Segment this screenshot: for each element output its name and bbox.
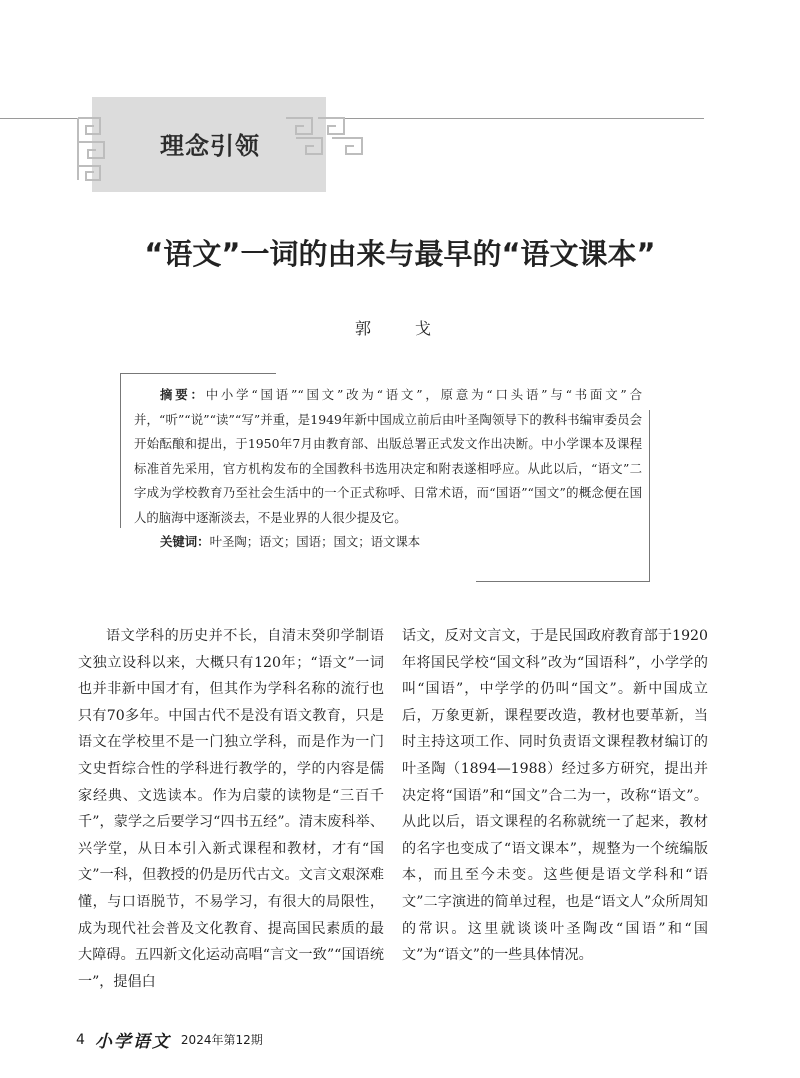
page-number: 4 (76, 1031, 85, 1048)
fret-ornament-right (282, 112, 372, 158)
abstract-text: 中小学“国语”“国文”改为“语文”，原意为“口头语”与“书面文”合并，“听”“说”“读”“写”并重，是1949年新中国成立前后由叶圣陶领导下的教科书编审委员会开始酝酿和提出，于1950年7月由教育部、出版总署正式发文作出决断。中小学课本及课程标准首先采用，官方机构发布的全国教科书选用决定和附表遂相呼应。从此以后，“语文”二字成为学校教育乃至社会生活中的一个正式称呼、日常术语，而“国语”“国文”的概念便在国人的脑海中逐渐淡去，不是业界的人很少提及它。 (134, 387, 642, 525)
article-title: “语文”一词的由来与最早的“语文课本” (144, 237, 656, 271)
body-column-right (402, 623, 708, 969)
section-label: 理念引领 (160, 132, 260, 160)
abstract-frame-top (120, 373, 276, 374)
page-footer (76, 1027, 263, 1052)
body-paragraph-continued: 话文，反对文言文，于是民国政府教育部于1920年将国民学校“国文科”改为“国语科”，小学学的叫“国语”，中学学的仍叫“国文”。新中国成立后，万象更新，课程要改造，教材也要革新，当时主持这项工作、同时负责语文课程教材编订的叶圣陶（1894—1988）经过多方研究，提出并决定将“国语”和“国文”合二为一，改称“语文”。从此以后，语文课程的名称就统一了起来，教材的名字也变成了“语文课本”，规整为一个统编版本，而且至今未变。这些便是语文学科和“语文”二字演进的简单过程，也是“语文人”众所周知的常识。这里就谈谈叶圣陶改“国语”和“国文”为“语文”的一些具体情况。 (402, 628, 708, 964)
issue-label: 2024年第12期 (180, 1033, 263, 1047)
keywords-paragraph (134, 530, 642, 555)
abstract-paragraph (134, 383, 642, 530)
abstract-frame-left (120, 373, 121, 528)
article-author: 郭 戈 (354, 319, 445, 338)
magazine-logo: 小学语文 (94, 1032, 171, 1052)
fret-ornament-left (74, 112, 120, 184)
abstract-frame-bottom (476, 581, 650, 582)
body-column-left (78, 623, 384, 995)
keywords-label: 关键词： (160, 534, 210, 549)
abstract-label: 摘要： (160, 387, 206, 402)
keywords-text: 叶圣陶；语文；国语；国文；语文课本 (209, 534, 421, 549)
abstract-frame-right (649, 410, 650, 582)
abstract (134, 383, 642, 555)
body-paragraph: 语文学科的历史并不长，自清末癸卯学制语文独立设科以来，大概只有120年；“语文”一词也并非新中国才有，但其作为学科名称的流行也只有70多年。中国古代不是没有语文教育，只是语文在学校里不是一门独立学科，而是作为一门文史哲综合性的学科进行教学的，学的内容是儒家经典、文选读本。作为启蒙的读物是“三百千千”，蒙学之后要学习“四书五经”。清末废科举、兴学堂，从日本引入新式课程和教材，才有“国文”一科，但教授的仍是历代古文。文言文艰深难懂，与口语脱节，不易学习，有很大的局限性，成为现代社会普及文化教育、提高国民素质的最大障碍。五四新文化运动高唱“言文一致”“国语统一”，提倡白 (78, 628, 384, 990)
